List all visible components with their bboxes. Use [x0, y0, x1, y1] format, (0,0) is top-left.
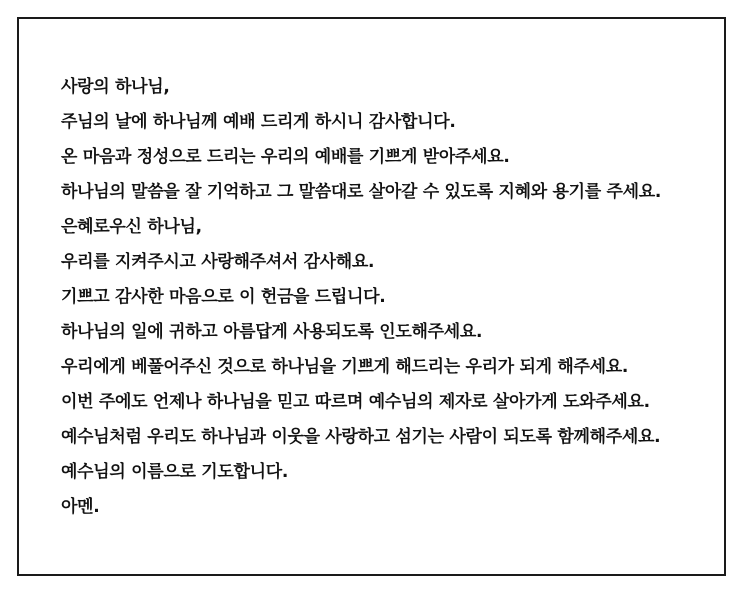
- prayer-text: [61, 70, 661, 525]
- prayer-line: 우리를 지켜주시고 사랑해주셔서 감사해요.: [61, 252, 375, 272]
- prayer-line: 은혜로우신 하나님,: [61, 217, 202, 237]
- prayer-line: 이번 주에도 언제나 하나님을 믿고 따르며 예수님의 제자로 살아가게 도와주세요.: [61, 392, 650, 412]
- prayer-line: 사랑의 하나님,: [61, 77, 170, 97]
- prayer-line: 예수님의 이름으로 기도합니다.: [61, 462, 288, 482]
- prayer-line: 주님의 날에 하나님께 예배 드리게 하시니 감사합니다.: [61, 112, 456, 132]
- prayer-line: 기쁘고 감사한 마음으로 이 헌금을 드립니다.: [61, 287, 386, 307]
- prayer-line: 하나님의 일에 귀하고 아름답게 사용되도록 인도해주세요.: [61, 322, 483, 342]
- prayer-line: 온 마음과 정성으로 드리는 우리의 예배를 기쁘게 받아주세요.: [61, 147, 510, 167]
- prayer-line: 아멘.: [61, 497, 100, 517]
- prayer-line: 하나님의 말씀을 잘 기억하고 그 말씀대로 살아갈 수 있도록 지혜와 용기를 주세요.: [61, 182, 661, 202]
- prayer-frame: [17, 17, 726, 576]
- prayer-line: 예수님처럼 우리도 하나님과 이웃을 사랑하고 섬기는 사람이 되도록 함께해주세요.: [61, 427, 661, 447]
- prayer-line: 우리에게 베풀어주신 것으로 하나님을 기쁘게 해드리는 우리가 되게 해주세요.: [61, 357, 629, 377]
